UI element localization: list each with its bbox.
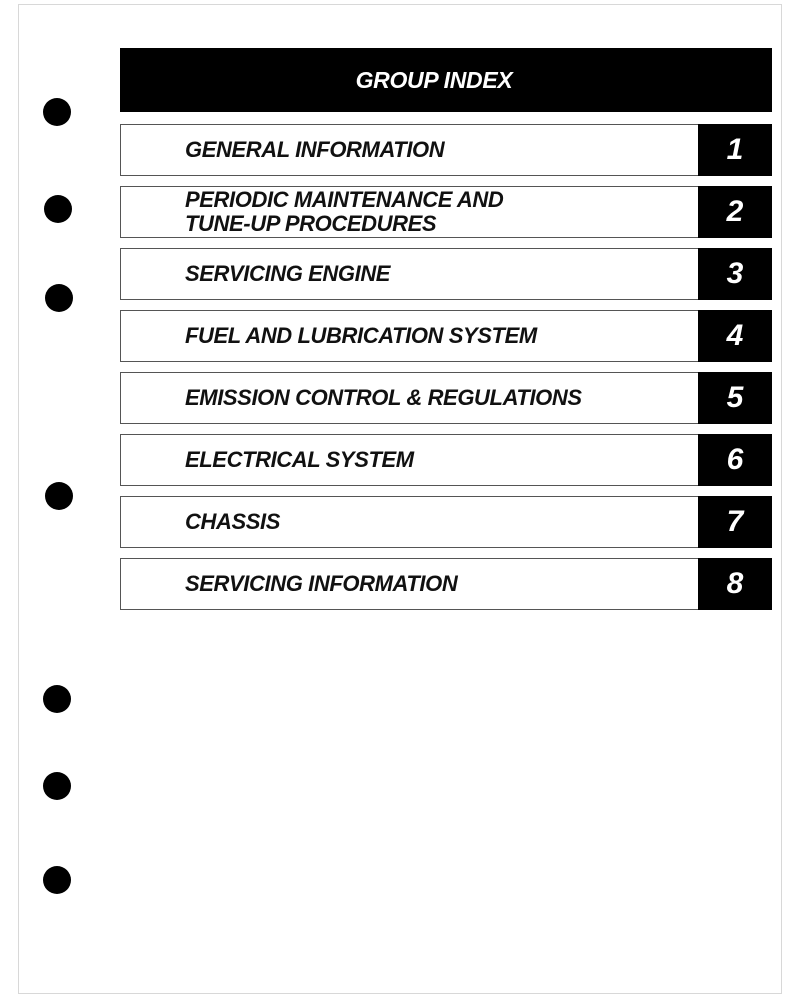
group-number-tab[interactable]: 1: [698, 124, 772, 176]
group-label-box: [120, 248, 698, 300]
group-label: ELECTRICAL SYSTEM: [185, 447, 414, 472]
group-number-tab[interactable]: 7: [698, 496, 772, 548]
page-title: GROUP INDEX: [355, 66, 513, 93]
group-label-box: [120, 310, 698, 362]
group-label: GENERAL INFORMATION: [185, 137, 445, 162]
group-label-box: [120, 124, 698, 176]
group-number-tab[interactable]: 8: [698, 558, 772, 610]
group-label: CHASSIS: [185, 509, 280, 534]
group-number-tab[interactable]: 2: [698, 186, 772, 238]
binder-hole-4: [45, 482, 73, 510]
group-label-box: [120, 434, 698, 486]
group-label-box: [120, 372, 698, 424]
group-row[interactable]: [120, 310, 772, 362]
group-index-header: [120, 48, 772, 112]
binder-hole-1: [43, 98, 71, 126]
group-row[interactable]: [120, 248, 772, 300]
group-label: FUEL AND LUBRICATION SYSTEM: [185, 323, 537, 348]
group-row[interactable]: [120, 186, 772, 238]
binder-hole-7: [43, 866, 71, 894]
group-label: SERVICING ENGINE: [185, 261, 391, 286]
group-label-box: [120, 496, 698, 548]
group-label-box: [120, 186, 698, 238]
binder-hole-6: [43, 772, 71, 800]
binder-hole-2: [44, 195, 72, 223]
group-label: PERIODIC MAINTENANCE AND TUNE-UP PROCEDURES: [185, 187, 504, 236]
group-row[interactable]: [120, 124, 772, 176]
group-number-tab[interactable]: 6: [698, 434, 772, 486]
group-row[interactable]: [120, 496, 772, 548]
group-label: SERVICING INFORMATION: [185, 571, 458, 596]
binder-hole-5: [43, 685, 71, 713]
group-number-tab[interactable]: 4: [698, 310, 772, 362]
group-row[interactable]: [120, 558, 772, 610]
group-row[interactable]: [120, 372, 772, 424]
binder-hole-3: [45, 284, 73, 312]
group-row[interactable]: [120, 434, 772, 486]
group-number-tab[interactable]: 3: [698, 248, 772, 300]
group-label-box: [120, 558, 698, 610]
group-number-tab[interactable]: 5: [698, 372, 772, 424]
group-label: EMISSION CONTROL & REGULATIONS: [185, 385, 582, 410]
